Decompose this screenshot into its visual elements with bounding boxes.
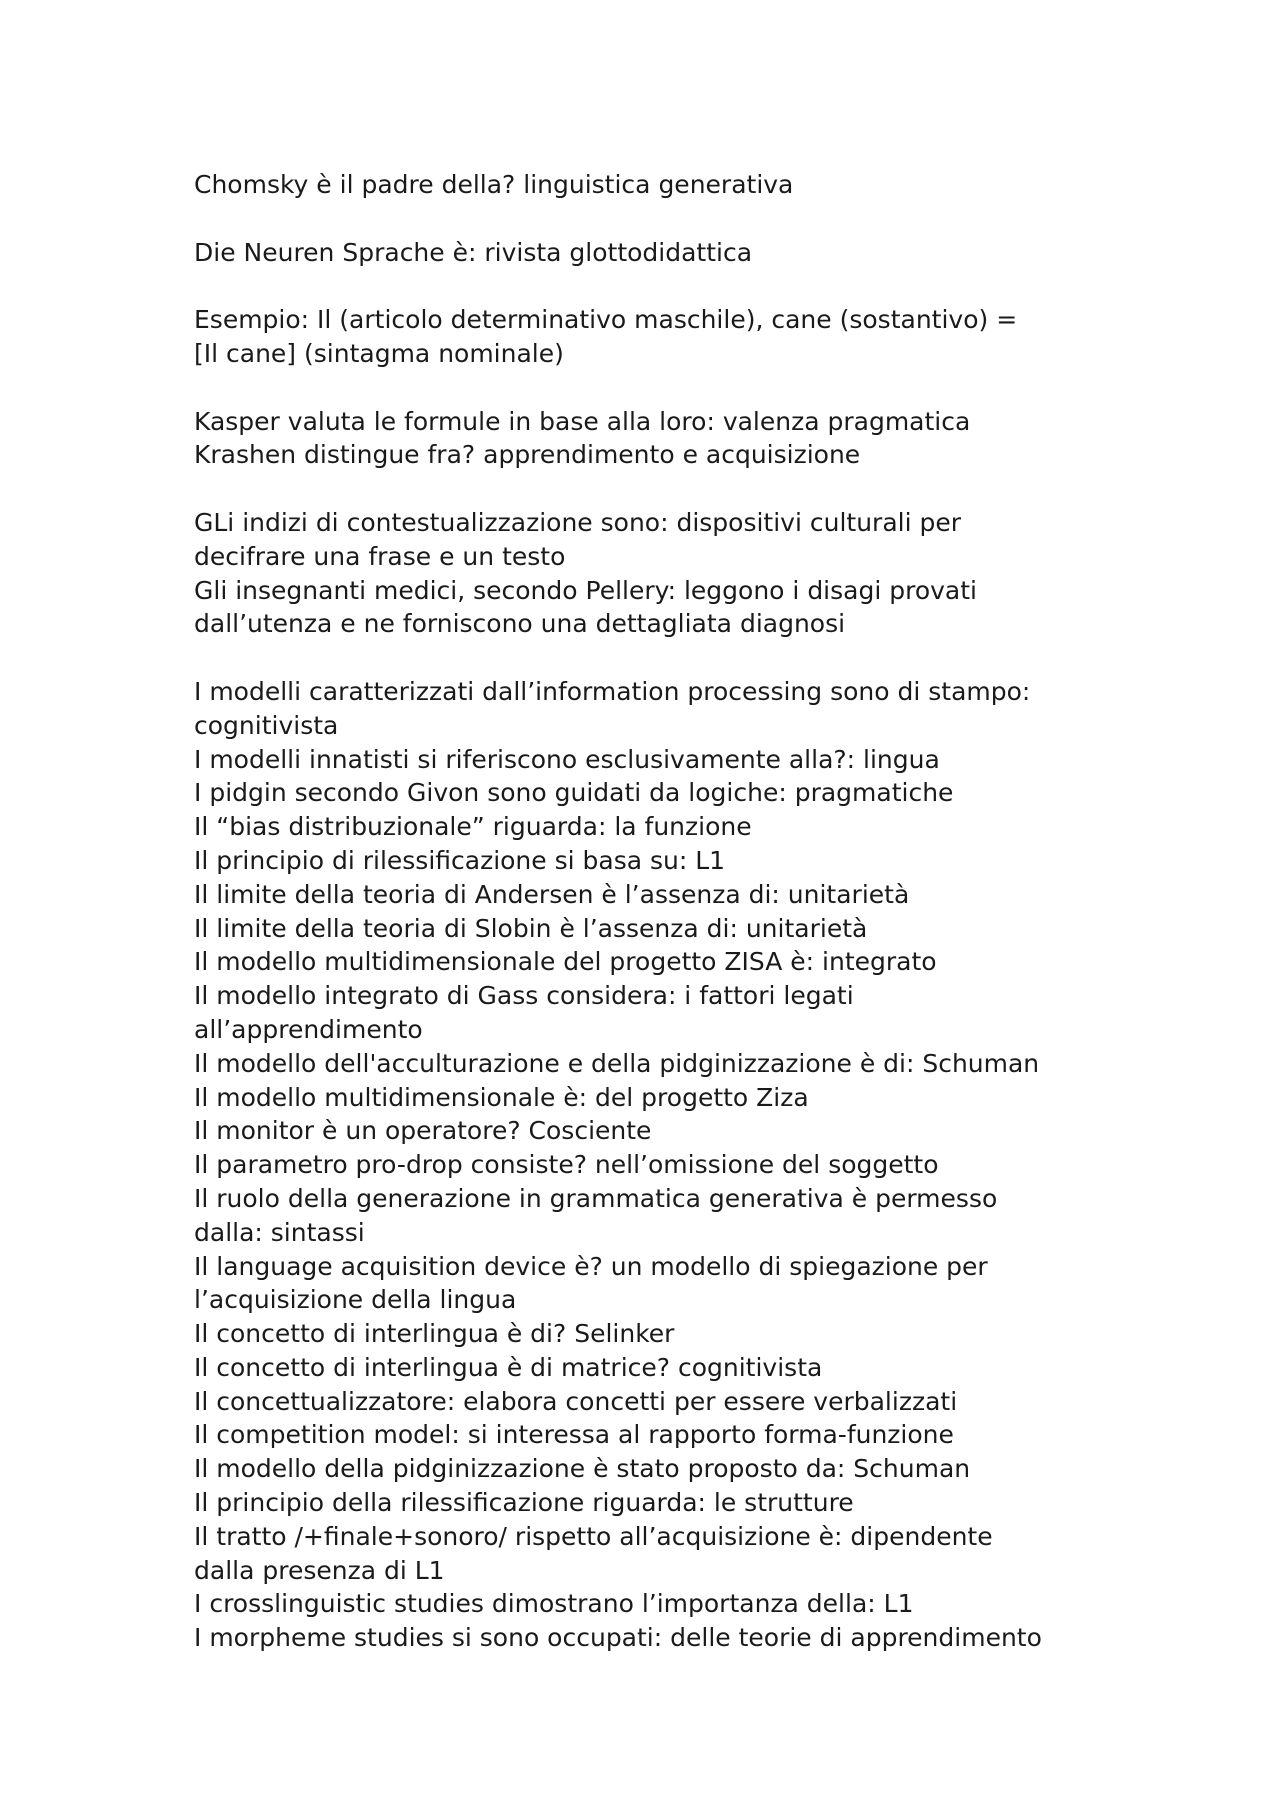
text-line: Il modello della pidginizzazione è stato proposto da: Schuman xyxy=(194,1454,971,1484)
text-line: Chomsky è il padre della? linguistica generativa xyxy=(194,170,794,199)
text-line: Il monitor è un operatore? Cosciente xyxy=(194,1116,652,1146)
text-line: Il language acquisition device è? un modello di spiegazione per xyxy=(194,1251,988,1281)
text-line: Il modello integrato di Gass considera: i fattori legati xyxy=(194,981,854,1011)
blank-line xyxy=(194,472,1194,506)
text-line: I modelli caratterizzati dall’information processing sono di stampo: xyxy=(194,676,1031,706)
text-line: Krashen distingue fra? apprendimento e acquisizione xyxy=(194,440,861,470)
text-line: dalla presenza di L1 xyxy=(194,1555,445,1585)
blank-line xyxy=(194,202,1194,236)
blank-line xyxy=(194,641,1194,675)
text-line: Il concettualizzatore: elabora concetti per essere verbalizzati xyxy=(194,1386,958,1416)
text-line: I modelli innatisti si riferiscono esclusivamente alla?: lingua xyxy=(194,744,940,774)
text-line: [Il cane] (sintagma nominale) xyxy=(194,338,564,368)
text-line: I morpheme studies si sono occupati: delle teorie di apprendimento xyxy=(194,1623,1042,1653)
text-line: l’acquisizione della lingua xyxy=(194,1285,517,1315)
blank-line xyxy=(194,371,1194,405)
text-line: Il modello multidimensionale del progetto ZISA è: integrato xyxy=(194,947,937,977)
text-line: Il “bias distribuzionale” riguarda: la funzione xyxy=(194,812,752,842)
text-line: cognitivista xyxy=(194,710,339,740)
text-line: GLi indizi di contestualizzazione sono: dispositivi culturali per xyxy=(194,507,962,537)
text-line: Il concetto di interlingua è di? Selinker xyxy=(194,1319,675,1349)
document-body xyxy=(194,168,1194,1655)
text-line: Il concetto di interlingua è di matrice? cognitivista xyxy=(194,1352,823,1382)
text-line: Il modello dell'acculturazione e della pidginizzazione è di: Schuman xyxy=(194,1048,1040,1078)
text-line: Il tratto /+finale+sonoro/ rispetto all’acquisizione è: dipendente xyxy=(194,1521,993,1551)
text-line: dall’utenza e ne forniscono una dettagliata diagnosi xyxy=(194,609,846,639)
text-line: decifrare una frase e un testo xyxy=(194,541,566,571)
text-line: Kasper valuta le formule in base alla loro: valenza pragmatica xyxy=(194,406,971,436)
text-line: Die Neuren Sprache è: rivista glottodidattica xyxy=(194,237,753,267)
text-line: Il principio della rilessificazione riguarda: le strutture xyxy=(194,1488,854,1518)
text-line: all’apprendimento xyxy=(194,1014,423,1044)
text-line: Il parametro pro-drop consiste? nell’omissione del soggetto xyxy=(194,1150,939,1180)
text-line: Il principio di rilessificazione si basa su: L1 xyxy=(194,845,726,875)
text-line: I crosslinguistic studies dimostrano l’importanza della: L1 xyxy=(194,1589,914,1619)
text-line: Il limite della teoria di Slobin è l’assenza di: unitarietà xyxy=(194,913,868,943)
text-line: Il modello multidimensionale è: del progetto Ziza xyxy=(194,1082,809,1112)
text-line: Esempio: Il (articolo determinativo maschile), cane (sostantivo) = xyxy=(194,305,1018,335)
text-line: Gli insegnanti medici, secondo Pellery: leggono i disagi provati xyxy=(194,575,977,605)
blank-line xyxy=(194,269,1194,303)
text-line: Il limite della teoria di Andersen è l’assenza di: unitarietà xyxy=(194,879,910,909)
text-line: Il competition model: si interessa al rapporto forma-funzione xyxy=(194,1420,954,1450)
text-line: Il ruolo della generazione in grammatica generativa è permesso xyxy=(194,1183,998,1213)
text-line: dalla: sintassi xyxy=(194,1217,365,1247)
text-line: I pidgin secondo Givon sono guidati da logiche: pragmatiche xyxy=(194,778,954,808)
